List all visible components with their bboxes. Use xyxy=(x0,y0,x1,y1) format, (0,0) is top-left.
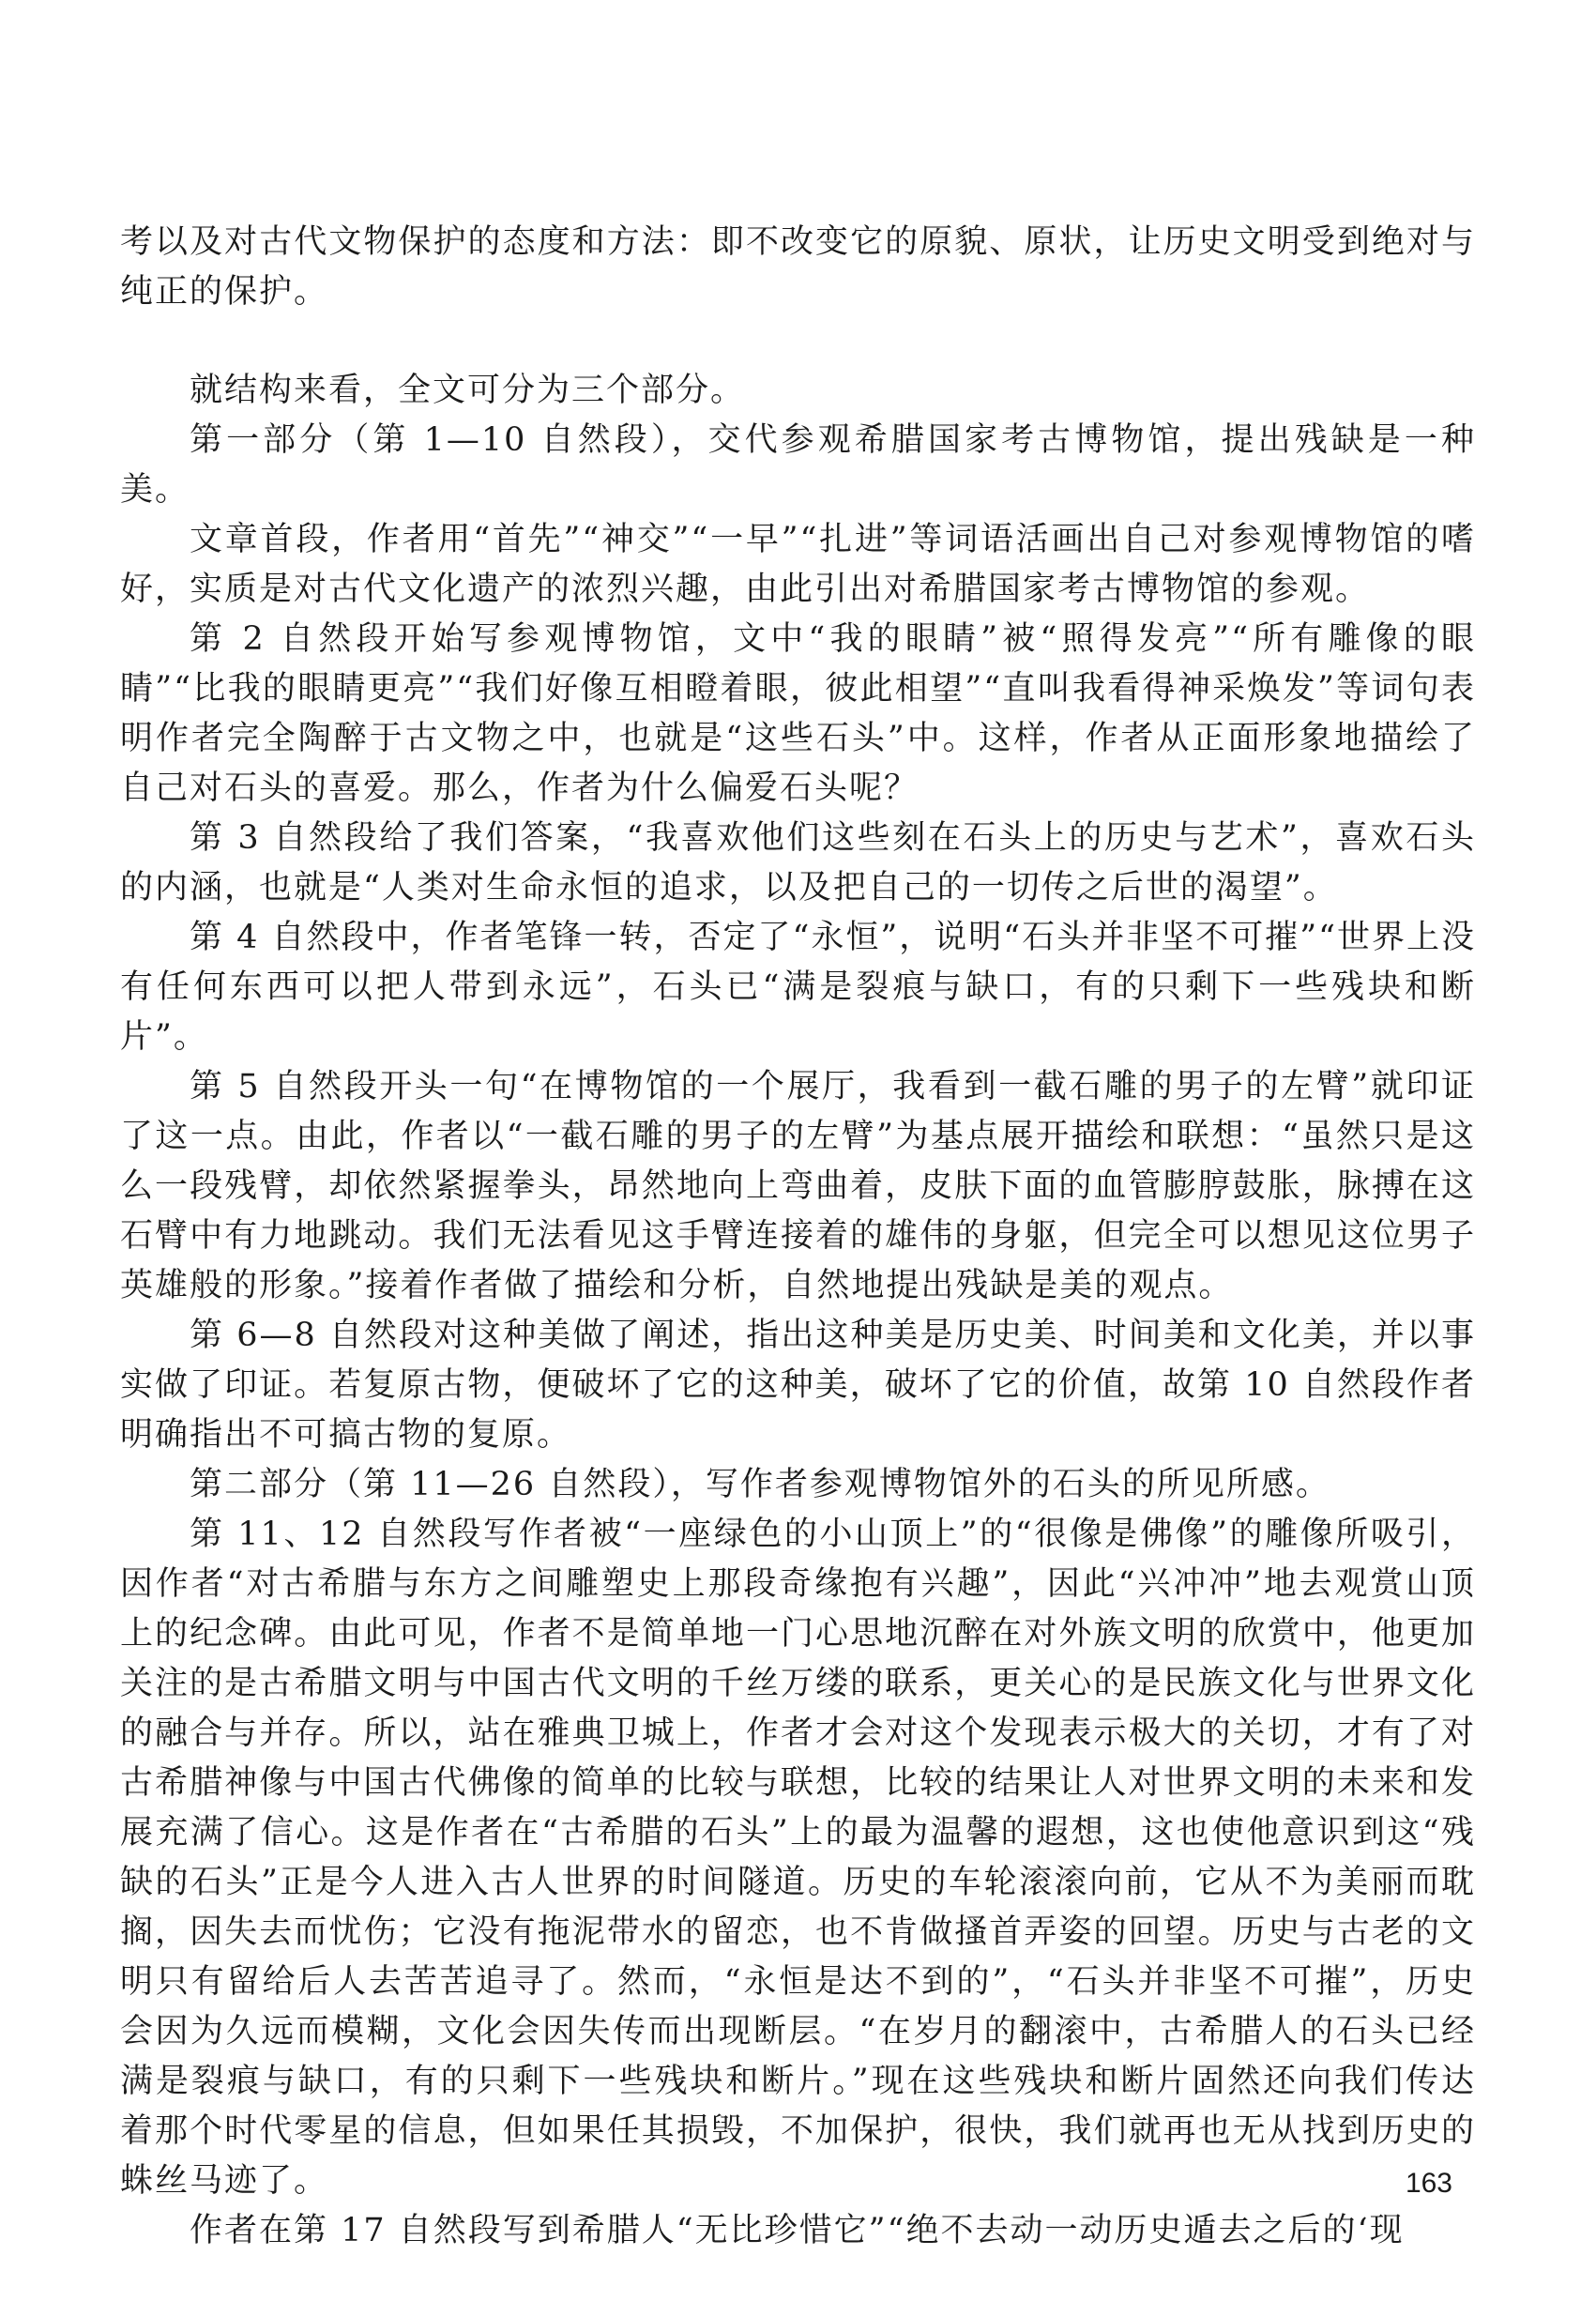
paragraph-part-one: 第一部分（第 1—10 自然段），交代参观希腊国家考古博物馆，提出残缺是一种美。 xyxy=(120,421,1476,509)
paragraph-section-3: 第 3 自然段给了我们答案，“我喜欢他们这些刻在石头上的历史与艺术”，喜欢石头的内涵，也就是“人类对生命永恒的追求，以及把自己的一切传之后世的渴望”。 xyxy=(120,819,1476,907)
paragraph-section-6-8: 第 6—8 自然段对这种美做了阐述，指出这种美是历史美、时间美和文化美，并以事实做了印证。若复原古物，便破坏了它的这种美，破坏了它的价值，故第 10 自然段作者明确指出不可搞古物的复原。 xyxy=(120,1317,1476,1454)
paragraph-section-5: 第 5 自然段开头一句“在博物馆的一个展厅，我看到一截石雕的男子的左臂”就印证了这一点。由此，作者以“一截石雕的男子的左臂”为基点展开描绘和联想：“虽然只是这么一段残臂，却依然紧握拳头，昂然地向上弯曲着，皮肤下面的血管膨脝鼓胀，脉搏在这石臂中有力地跳动。我们无法看见这手臂连接着的雄伟的身躯，但完全可以想见这位男子英雄般的形象。”接着作者做了描绘和分析，自然地提出残缺是美的观点。 xyxy=(120,1068,1476,1304)
paragraph-gap xyxy=(120,317,1476,366)
page-number: 163 xyxy=(1405,2168,1452,2199)
paragraph-structure-intro: 就结构来看，全文可分为三个部分。 xyxy=(190,372,746,409)
paragraph-section-17: 作者在第 17 自然段写到希腊人“无比珍惜它”“绝不去动一动历史遁去之后的‘现 xyxy=(190,2212,1405,2249)
body-text xyxy=(120,218,1476,2256)
paragraph-part-two: 第二部分（第 11—26 自然段），写作者参观博物馆外的石头的所见所感。 xyxy=(190,1466,1330,1503)
paragraph-continuation: 考以及对古代文物保护的态度和方法：即不改变它的原貌、原状，让历史文明受到绝对与纯正的保护。 xyxy=(120,223,1476,311)
paragraph-opening: 文章首段，作者用“首先”“神交”“一早”“扎进”等词语活画出自己对参观博物馆的嗜好，实质是对古代文化遗产的浓烈兴趣，由此引出对希腊国家考古博物馆的参观。 xyxy=(120,521,1476,608)
paragraph-section-11-12: 第 11、12 自然段写作者被“一座绿色的小山顶上”的“很像是佛像”的雕像所吸引，因作者“对古希腊与东方之间雕塑史上那段奇缘抱有兴趣”，因此“兴冲冲”地去观赏山顶上的纪念碑。由此可见，作者不是简单地一门心思地沉醉在对外族文明的欣赏中，他更加关注的是古希腊文明与中国古代文明的千丝万缕的联系，更关心的是民族文化与世界文化的融合与并存。所以，站在雅典卫城上，作者才会对这个发现表示极大的关切，才有了对古希腊神像与中国古代佛像的简单的比较与联想，比较的结果让人对世界文明的未来和发展充满了信心。这是作者在“古希腊的石头”上的最为温馨的遐想，这也使他意识到这“残缺的石头”正是今人进入古人世界的时间隧道。历史的车轮滚滚向前，它从不为美丽而耽搁，因失去而忧伤；它没有拖泥带水的留恋，也不肯做搔首弄姿的回望。历史与古老的文明只有留给后人去苦苦追寻了。然而，“永恒是达不到的”，“石头并非坚不可摧”，历史会因为久远而模糊，文化会因失传而出现断层。“在岁月的翻滚中，古希腊人的石头已经满是裂痕与缺口，有的只剩下一些残块和断片。”现在这些残块和断片固然还向我们传达着那个时代零星的信息，但如果任其损毁，不加保护，很快，我们就再也无从找到历史的蛛丝马迹了。 xyxy=(120,1516,1476,2200)
paragraph-section-2: 第 2 自然段开始写参观博物馆，文中“我的眼睛”被“照得发亮”“所有雕像的眼睛”“比我的眼睛更亮”“我们好像互相瞪着眼，彼此相望”“直叫我看得神采焕发”等词句表明作者完全陶醉于古文物之中，也就是“这些石头”中。这样，作者从正面形象地描绘了自己对石头的喜爱。那么，作者为什么偏爱石头呢？ xyxy=(120,620,1476,807)
paragraph-section-4: 第 4 自然段中，作者笔锋一转，否定了“永恒”，说明“石头并非坚不可摧”“世界上没有任何东西可以把人带到永远”，石头已“满是裂痕与缺口，有的只剩下一些残块和断片”。 xyxy=(120,919,1476,1056)
